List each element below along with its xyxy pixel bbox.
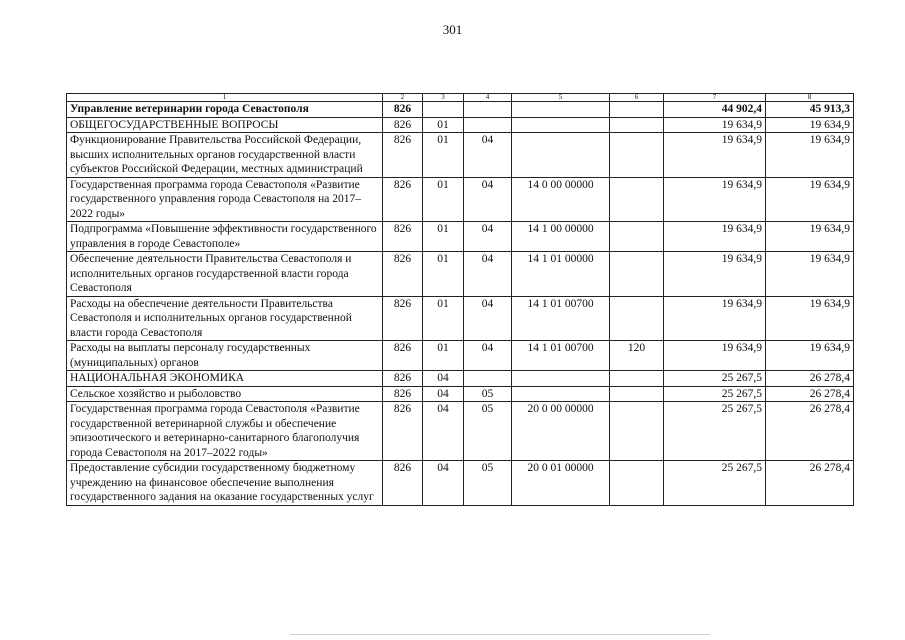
subsection-code-cell [464, 371, 512, 387]
target-article-cell [512, 371, 610, 387]
row-name-cell: Расходы на обеспечение деятельности Правительства Севастополя и исполнительных органов государственной власти города Севастополя [67, 296, 383, 341]
target-article-cell: 14 1 00 00000 [512, 222, 610, 252]
column-header: 2 [383, 94, 423, 102]
subsection-code-cell: 05 [464, 402, 512, 461]
expense-type-cell [610, 117, 664, 133]
expense-type-cell [610, 461, 664, 506]
target-article-cell: 14 0 00 00000 [512, 177, 610, 222]
table-row [67, 177, 854, 222]
amount-year1-cell: 25 267,5 [664, 402, 766, 461]
table-row [67, 371, 854, 387]
amount-year2-cell: 19 634,9 [766, 117, 854, 133]
target-article-cell: 14 1 01 00700 [512, 296, 610, 341]
expense-type-cell [610, 177, 664, 222]
column-header: 4 [464, 94, 512, 102]
row-name-cell: Функционирование Правительства Российской Федерации, высших исполнительных органов государственной власти субъектов Российской Федерации, местных администраций [67, 133, 383, 178]
row-name-cell: Обеспечение деятельности Правительства Севастополя и исполнительных органов государственной власти города Севастополя [67, 252, 383, 297]
table-row [67, 117, 854, 133]
amount-year1-cell: 19 634,9 [664, 117, 766, 133]
admin-code-cell: 826 [383, 461, 423, 506]
amount-year2-cell: 19 634,9 [766, 222, 854, 252]
target-article-cell [512, 102, 610, 118]
admin-code-cell: 826 [383, 133, 423, 178]
section-code-cell: 04 [423, 461, 464, 506]
amount-year2-cell: 26 278,4 [766, 386, 854, 402]
column-number-row [67, 94, 854, 102]
subsection-code-cell: 04 [464, 177, 512, 222]
amount-year1-cell: 25 267,5 [664, 461, 766, 506]
admin-code-cell: 826 [383, 296, 423, 341]
admin-code-cell: 826 [383, 402, 423, 461]
amount-year1-cell: 25 267,5 [664, 386, 766, 402]
row-name-cell: Сельское хозяйство и рыболовство [67, 386, 383, 402]
amount-year1-cell: 25 267,5 [664, 371, 766, 387]
amount-year2-cell: 26 278,4 [766, 371, 854, 387]
row-name-cell: Предоставление субсидии государственному бюджетному учреждению на финансовое обеспечение выполнения государственного задания на оказание государственных услуг [67, 461, 383, 506]
table-row [67, 341, 854, 371]
admin-code-cell: 826 [383, 117, 423, 133]
row-name-cell: Государственная программа города Севастополя «Развитие государственной ветеринарной службы и обеспечение эпизоотического и ветеринарно-санитарного благополучия города Севастополя на 2017–2022 годы» [67, 402, 383, 461]
column-header: 6 [610, 94, 664, 102]
amount-year1-cell: 19 634,9 [664, 133, 766, 178]
subsection-code-cell: 04 [464, 296, 512, 341]
amount-year1-cell: 19 634,9 [664, 296, 766, 341]
table-row [67, 252, 854, 297]
section-code-cell: 01 [423, 133, 464, 178]
row-name-cell: НАЦИОНАЛЬНАЯ ЭКОНОМИКА [67, 371, 383, 387]
row-name-cell: Государственная программа города Севастополя «Развитие государственного управления города Севастополя на 2017–2022 годы» [67, 177, 383, 222]
table-row [67, 402, 854, 461]
row-name-cell: Расходы на выплаты персоналу государственных (муниципальных) органов [67, 341, 383, 371]
target-article-cell: 14 1 01 00700 [512, 341, 610, 371]
row-name-cell: ОБЩЕГОСУДАРСТВЕННЫЕ ВОПРОСЫ [67, 117, 383, 133]
amount-year2-cell: 26 278,4 [766, 461, 854, 506]
table-row [67, 102, 854, 118]
expense-type-cell: 120 [610, 341, 664, 371]
admin-code-cell: 826 [383, 222, 423, 252]
expense-type-cell [610, 133, 664, 178]
amount-year2-cell: 19 634,9 [766, 133, 854, 178]
amount-year1-cell: 19 634,9 [664, 222, 766, 252]
expense-type-cell [610, 402, 664, 461]
column-header: 1 [67, 94, 383, 102]
expense-type-cell [610, 252, 664, 297]
subsection-code-cell: 04 [464, 133, 512, 178]
target-article-cell [512, 386, 610, 402]
admin-code-cell: 826 [383, 371, 423, 387]
amount-year2-cell: 19 634,9 [766, 341, 854, 371]
page-number: 301 [442, 22, 463, 37]
section-code-cell: 01 [423, 252, 464, 297]
amount-year2-cell: 19 634,9 [766, 296, 854, 341]
amount-year2-cell: 45 913,3 [766, 102, 854, 118]
section-code-cell: 01 [423, 177, 464, 222]
admin-code-cell: 826 [383, 102, 423, 118]
expense-type-cell [610, 296, 664, 341]
admin-code-cell: 826 [383, 341, 423, 371]
amount-year1-cell: 44 902,4 [664, 102, 766, 118]
subsection-code-cell [464, 102, 512, 118]
target-article-cell [512, 117, 610, 133]
target-article-cell: 14 1 01 00000 [512, 252, 610, 297]
table-row [67, 461, 854, 506]
column-header: 5 [512, 94, 610, 102]
table-row [67, 222, 854, 252]
row-name-cell: Подпрограмма «Повышение эффективности государственного управления в городе Севастополе» [67, 222, 383, 252]
amount-year2-cell: 26 278,4 [766, 402, 854, 461]
section-code-cell [423, 102, 464, 118]
expense-type-cell [610, 386, 664, 402]
section-code-cell: 01 [423, 222, 464, 252]
expense-type-cell [610, 102, 664, 118]
admin-code-cell: 826 [383, 386, 423, 402]
row-name-cell: Управление ветеринарии города Севастополя [67, 102, 383, 118]
admin-code-cell: 826 [383, 177, 423, 222]
section-code-cell: 04 [423, 386, 464, 402]
subsection-code-cell [464, 117, 512, 133]
amount-year1-cell: 19 634,9 [664, 177, 766, 222]
subsection-code-cell: 04 [464, 341, 512, 371]
subsection-code-cell: 05 [464, 386, 512, 402]
section-code-cell: 04 [423, 402, 464, 461]
target-article-cell: 20 0 01 00000 [512, 461, 610, 506]
scan-artifact-line [290, 634, 710, 635]
amount-year1-cell: 19 634,9 [664, 252, 766, 297]
target-article-cell: 20 0 00 00000 [512, 402, 610, 461]
section-code-cell: 01 [423, 341, 464, 371]
column-header: 8 [766, 94, 854, 102]
subsection-code-cell: 05 [464, 461, 512, 506]
subsection-code-cell: 04 [464, 222, 512, 252]
section-code-cell: 04 [423, 371, 464, 387]
budget-table [66, 93, 854, 506]
expense-type-cell [610, 371, 664, 387]
section-code-cell: 01 [423, 117, 464, 133]
column-header: 7 [664, 94, 766, 102]
target-article-cell [512, 133, 610, 178]
table-row [67, 133, 854, 178]
expense-type-cell [610, 222, 664, 252]
column-header: 3 [423, 94, 464, 102]
section-code-cell: 01 [423, 296, 464, 341]
table-row [67, 296, 854, 341]
amount-year1-cell: 19 634,9 [664, 341, 766, 371]
table-row [67, 386, 854, 402]
amount-year2-cell: 19 634,9 [766, 177, 854, 222]
amount-year2-cell: 19 634,9 [766, 252, 854, 297]
admin-code-cell: 826 [383, 252, 423, 297]
subsection-code-cell: 04 [464, 252, 512, 297]
